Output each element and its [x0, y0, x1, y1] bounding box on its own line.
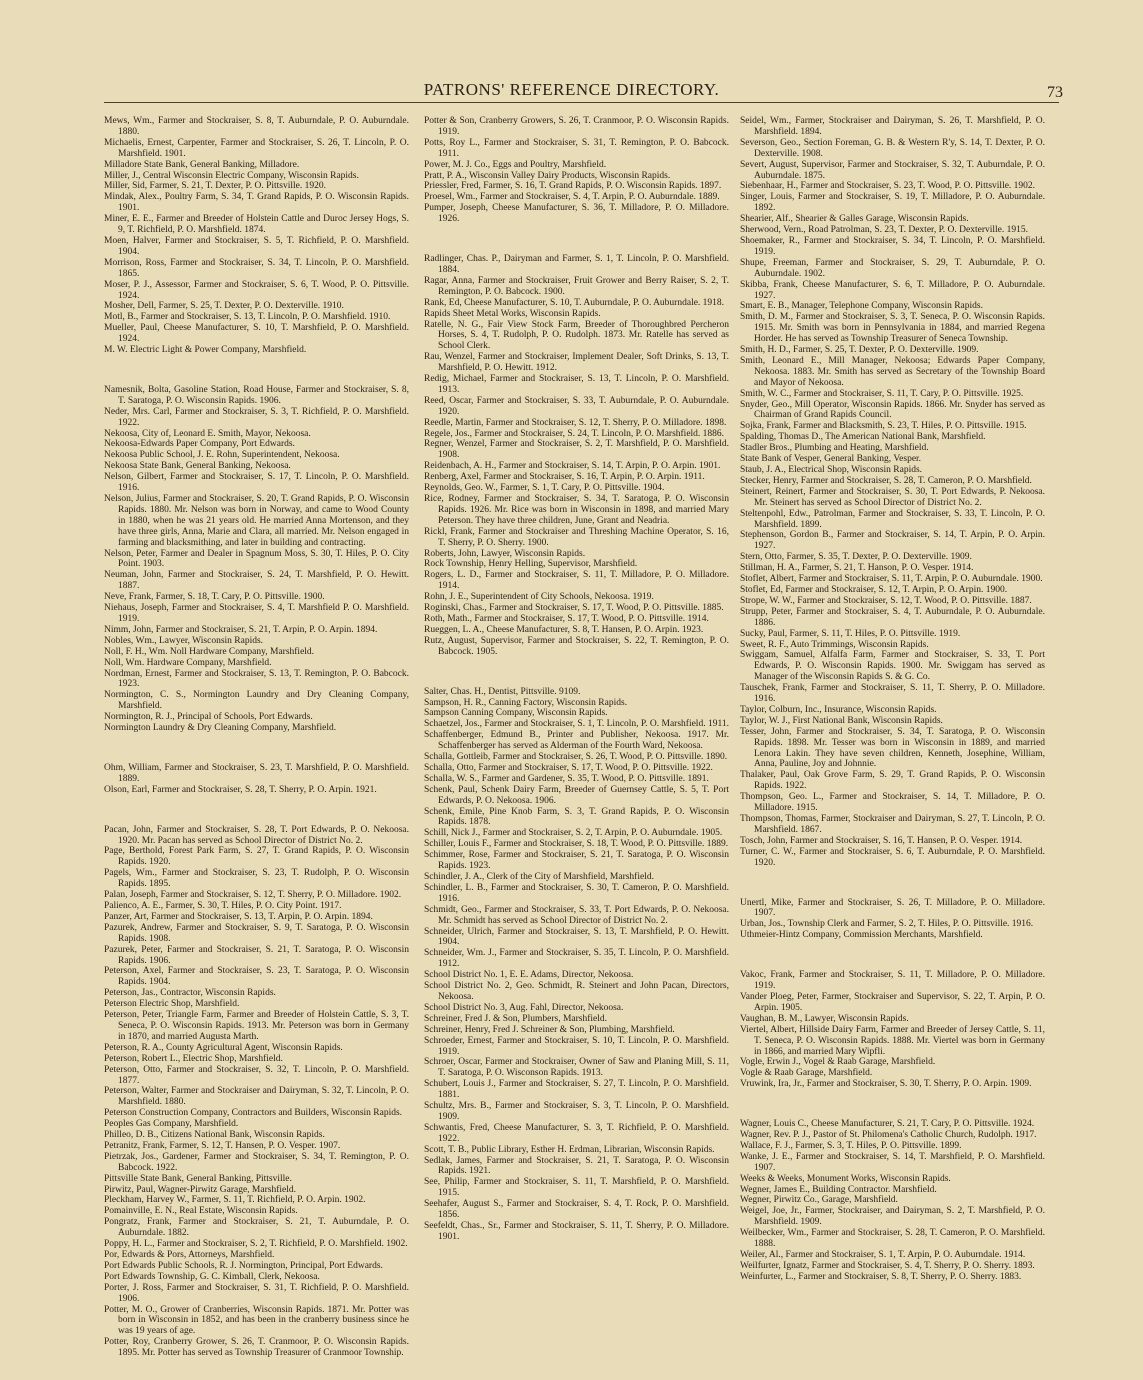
- directory-entry: Steinert, Reinert, Farmer and Stockraiser, S. 30, T. Port Edwards, P. Nekoosa. Mr. Steinert has served as School Director of District No. 2.: [740, 486, 1045, 508]
- directory-entry: Smart, E. B., Manager, Telephone Company, Wisconsin Rapids.: [740, 301, 983, 312]
- directory-entry: Wanke, J. E., Farmer and Stockraiser, S. 14, T. Marshfield, P. O. Marshfield. 1907.: [740, 1151, 1045, 1173]
- directory-entry: Miner, E. E., Farmer and Breeder of Holstein Cattle and Duroc Jersey Hogs, S. 9, T. Richfield, P. O. Marshfield. 1874.: [104, 214, 409, 236]
- directory-entry: Rau, Wenzel, Farmer and Stockraiser, Implement Dealer, Soft Drinks, S. 13, T. Marshfield, P. O. Hewitt. 1912.: [424, 352, 729, 374]
- directory-entry: Skibba, Frank, Cheese Manufacturer, S. 6, T. Milladore, P. O. Auburndale. 1927.: [740, 279, 1045, 301]
- directory-entry: Weigel, Joe, Jr., Farmer, Stockraiser, and Dairyman, S. 2, T. Marshfield, P. O. Marshfield. 1909.: [740, 1206, 1045, 1228]
- directory-entry: Viertel, Albert, Hillside Dairy Farm, Farmer and Breeder of Jersey Cattle, S. 11, T. Seneca, P. O. Wisconsin Rapids. 1888. Mr. Viertel was born in Germany in 1866, and married Mary Wipfli.: [740, 1024, 1045, 1057]
- directory-entry: Peoples Gas Company, Marshfield.: [104, 1119, 239, 1130]
- directory-entry: Schalla, Gottleib, Farmer and Stockraiser, S. 26, T. Wood, P. O. Pittsville. 1890.: [424, 752, 728, 763]
- directory-entry: Noll, F. H., Wm. Noll Hardware Company, Marshfield.: [104, 646, 315, 657]
- directory-entry: Stecker, Henry, Farmer and Stockraiser, S. 28, T. Cameron, P. O. Marshfield.: [740, 475, 1032, 486]
- directory-entry: Snyder, Geo., Mill Operator, Wisconsin Rapids. 1866. Mr. Snyder has served as Chairman of Grand Rapids Council.: [740, 399, 1045, 421]
- directory-entry: Reidenbach, A. H., Farmer and Stockraiser, S. 14, T. Arpin, P. O. Arpin. 1901.: [424, 461, 721, 472]
- directory-entry: Stadler Bros., Plumbing and Heating, Marshfield.: [740, 443, 929, 454]
- directory-entry: Niehaus, Joseph, Farmer and Stockraiser, S. 4, T. Marshfield P. O. Marshfield. 1919.: [104, 603, 409, 624]
- directory-entry: Redig, Michael, Farmer and Stockraiser, S. 13, T. Lincoln, P. O. Marshfield. 1913.: [424, 374, 729, 395]
- directory-entry: Peterson Construction Company, Contractors and Builders, Wisconsin Rapids.: [104, 1108, 403, 1119]
- directory-entry: Schultz, Mrs. B., Farmer and Stockraiser, S. 3, T. Lincoln, P. O. Marshfield. 1909.: [424, 1101, 729, 1122]
- section-gap: [104, 743, 409, 753]
- directory-entry: Milladore State Bank, General Banking, Milladore.: [104, 159, 300, 170]
- directory-entry: Sherwood, Vern., Road Patrolman, S. 23, T. Dexter, P. O. Dexterville. 1915.: [740, 225, 1029, 236]
- directory-entry: Nekoosa Public School, J. E. Rohn, Superintendent, Nekoosa.: [104, 450, 340, 461]
- directory-entry: Rutz, August, Supervisor, Farmer and Stockraiser, S. 22, T. Remington, P. O. Babcock. 1905.: [424, 635, 729, 657]
- directory-entry: School District No. 2, Geo. Schmidt, R. Steinert and John Pacan, Directors, Nekoosa.: [424, 981, 729, 1002]
- directory-entry: Shoemaker, R., Farmer and Stockraiser, S. 34, T. Lincoln, P. O. Marshfield. 1919.: [740, 235, 1045, 257]
- section-gap: [104, 805, 409, 815]
- directory-entry: Rice, Rodney, Farmer and Stockraiser, S. 34, T. Saratoga, P. O. Wisconsin Rapids. 1926. Mr. Rice was born in Wisconsin in 1898, and married Mary Peterson. They have three children, June, Grant and Neadria.: [424, 494, 729, 526]
- directory-entry: Schalla, Otto, Farmer and Stockraiser, S. 17, T. Wood, P. O. Pittsville. 1922.: [424, 762, 713, 773]
- directory-entry: Sojka, Frank, Farmer and Blacksmith, S. 23, T. Hiles, P. O. Pittsville. 1915.: [740, 421, 1027, 432]
- directory-entry: Turner, C. W., Farmer and Stockraiser, S. 6, T. Auburndale, P. O. Marshfield. 1920.: [740, 846, 1045, 868]
- directory-entry: Unertl, Mike, Farmer and Stockraiser, S. 26, T. Milladore, P. O. Milladore. 1907.: [740, 897, 1045, 919]
- directory-entry: Schimmer, Rose, Farmer and Stockraiser, S. 21, T. Saratoga, P. O. Wisconsin Rapids. 1923.: [424, 850, 729, 872]
- directory-entry: Schneider, Wm. J., Farmer and Stockraiser, S. 35, T. Lincoln, P. O. Marshfield. 1912.: [424, 948, 729, 970]
- directory-entry: Reedle, Martin, Farmer and Stockraiser, S. 12, T. Sherry, P. O. Milladore. 1898.: [424, 417, 727, 428]
- directory-entry: Noll, Wm. Hardware Company, Marshfield.: [104, 657, 272, 668]
- page-number: 73: [1047, 84, 1063, 101]
- directory-entry: Morrison, Ross, Farmer and Stockraiser, S. 34, T. Lincoln, P. O. Marshfield. 1865.: [104, 257, 409, 279]
- directory-entry: M. W. Electric Light & Power Company, Marshfield.: [104, 345, 307, 356]
- directory-entry: Pleckham, Harvey W., Farmer, S. 11, T. Richfield, P. O. Arpin. 1902.: [104, 1195, 366, 1206]
- directory-entry: Weinfurter, L., Farmer and Stockraiser, S. 8, T. Sherry, P. O. Sherry. 1883.: [740, 1271, 1022, 1282]
- directory-entry: Swiggam, Samuel, Alfalfa Farm, Farmer and Stockraiser, S. 33, T. Port Edwards, P. O. Wisconsin Rapids. 1900. Mr. Swiggam has served as Manager of the Wisconsin Rapids S. & G. Co.: [740, 650, 1045, 683]
- directory-entry: Taylor, Colburn, Inc., Insurance, Wisconsin Rapids.: [740, 704, 937, 715]
- directory-entry: Peterson, Otto, Farmer and Stockraiser, S. 32, T. Lincoln, P. O. Marshfield. 1877.: [104, 1064, 409, 1086]
- directory-entry: Pittsville State Bank, General Banking, Pittsville.: [104, 1173, 292, 1184]
- directory-entry: Stephenson, Gordon B., Farmer and Stockraiser, S. 14, T. Arpin, P. O. Arpin. 1927.: [740, 530, 1045, 552]
- directory-entry: Michaelis, Ernest, Carpenter, Farmer and Stockraiser, S. 26, T. Lincoln, P. O. Marshfield. 1901.: [104, 137, 409, 159]
- directory-entry: Spalding, Thomas D., The American National Bank, Marshfield.: [740, 432, 986, 443]
- directory-entry: Seidel, Wm., Farmer, Stockraiser and Dairyman, S. 26, T. Marshfield, P. O. Marshfield. 1894.: [740, 116, 1045, 137]
- directory-entry: Neve, Frank, Farmer, S. 18, T. Cary, P. O. Pittsville. 1900.: [104, 592, 325, 603]
- page-header: [0, 80, 1143, 108]
- directory-entry: Schenk, Paul, Schenk Dairy Farm, Breeder of Guernsey Cattle, S. 5, T. Port Edwards, P. O. Nekoosa. 1906.: [424, 784, 729, 806]
- directory-entry: Palienco, A. E., Farmer, S. 30, T. Hiles, P. O. City Point. 1917.: [104, 901, 342, 911]
- directory-entry: Potter, Roy, Cranberry Grower, S. 26, T. Cranmoor, P. O. Wisconsin Rapids. 1895. Mr. Potter has served as Township Treasurer of Cranmoor Township.: [104, 1337, 409, 1359]
- directory-entry: Nelson, Julius, Farmer and Stockraiser, S. 20, T. Grand Rapids, P. O. Wisconsin Rapids. 1880. Mr. Nelson was born in Norway, and came to Wood County in 1880, when he was 21 years old. He married Anna Mortenson, and they have three girls, Anna, Marie and Clara, all married. Mr. Nelson engaged in farming and blacksmithing, and later in building and contracting.: [104, 494, 409, 548]
- directory-entry: Wagner, Rev. P. J., Pastor of St. Philomena's Catholic Church, Rudolph. 1917.: [740, 1130, 1037, 1141]
- section-gap: [424, 235, 729, 245]
- directory-entry: Scott, T. B., Public Library, Esther H. Erdman, Librarian, Wisconsin Rapids.: [424, 1144, 715, 1155]
- column-3: [740, 116, 1045, 1286]
- directory-entry: Schneider, Ulrich, Farmer and Stockraiser, S. 13, T. Marshfield, P. O. Hewitt. 1904.: [424, 926, 729, 948]
- directory-entry: Wallace, F. J., Farmer, S. 3, T. Hiles, P. O. Pittsville. 1899.: [740, 1140, 962, 1151]
- directory-entry: Stillman, H. A., Farmer, S. 21, T. Hanson, P. O. Vesper. 1914.: [740, 563, 974, 574]
- directory-entry: Urban, Jos., Township Clerk and Farmer, S. 2, T. Hiles, P. O. Pittsville. 1916.: [740, 919, 1034, 930]
- directory-entry: Stoflet, Ed, Farmer and Stockraiser, S. 12, T. Arpin, P. O. Arpin. 1900.: [740, 584, 1008, 595]
- directory-entry: Moen, Halver, Farmer and Stockraiser, S. 5, T. Richfield, P. O. Marshfield. 1904.: [104, 235, 409, 257]
- directory-entry: Schreiner, Henry, Fred J. Schreiner & Son, Plumbing, Marshfield.: [424, 1024, 675, 1035]
- directory-entry: Motl, B., Farmer and Stockraiser, S. 13, T. Lincoln, P. O. Marshfield. 1910.: [104, 312, 391, 323]
- directory-entry: Stoflet, Albert, Farmer and Stockraiser, S. 11, T. Arpin, P. O. Auburndale. 1900.: [740, 574, 1043, 585]
- directory-entry: Wegner, Pirwitz Co., Garage, Marshfield.: [740, 1195, 898, 1206]
- directory-entry: Panzer, Art, Farmer and Stockraiser, S. 13, T. Arpin, P. O. Arpin. 1894.: [104, 911, 373, 922]
- directory-entry: Strope, W. W., Farmer and Stockraiser, S. 12, T. Wood, P. O. Pittsville. 1887.: [740, 595, 1032, 606]
- directory-entry: Reed, Oscar, Farmer and Stockraiser, S. 33, T. Auburndale, P. O. Auburndale. 1920.: [424, 395, 729, 417]
- directory-entry: Thompson, Thomas, Farmer, Stockraiser and Dairyman, S. 27, T. Lincoln, P. O. Marshfield. 1867.: [740, 814, 1045, 835]
- directory-entry: School District No. 1, E. E. Adams, Director, Nekoosa.: [424, 970, 634, 981]
- directory-entry: Singer, Louis, Farmer and Stockraiser, S. 19, T. Milladore, P. O. Auburndale. 1892.: [740, 192, 1045, 214]
- directory-entry: Regele, Jos., Farmer and Stockraiser, S. 24, T. Lincoln, P. O. Marshfield. 1886.: [424, 428, 725, 439]
- directory-entry: Shearier, Alf., Shearier & Galles Garage, Wisconsin Rapids.: [740, 214, 969, 225]
- directory-entry: Pumper, Joseph, Cheese Manufacturer, S. 36, T. Milladore, P. O. Milladore. 1926.: [424, 203, 729, 225]
- directory-entry: Philleo, D. B., Citizens National Bank, Wisconsin Rapids.: [104, 1130, 325, 1141]
- directory-entry: Sampson Canning Company, Wisconsin Rapids.: [424, 708, 608, 719]
- directory-entry: Renberg, Axel, Farmer and Stockraiser, S. 16, T. Arpin, P. O. Arpin. 1911.: [424, 472, 705, 483]
- directory-entry: Shupe, Freeman, Farmer and Stockraiser, S. 29, T. Auburndale, P. O. Auburndale. 1902.: [740, 257, 1045, 279]
- directory-entry: Strupp, Peter, Farmer and Stockraiser, S. 4, T. Auburndale, P. O. Auburndale. 1886.: [740, 606, 1045, 628]
- directory-entry: Weiler, Al., Farmer and Stockraiser, S. 1, T. Arpin, P. O. Auburndale. 1914.: [740, 1250, 1026, 1260]
- directory-entry: Regner, Wenzel, Farmer and Stockraiser, S. 2, T. Marshfield, P. O. Marshfield. 1908.: [424, 439, 729, 461]
- directory-entry: Moser, P. J., Assessor, Farmer and Stockraiser, S. 6, T. Wood, P. O. Pittsville. 1924.: [104, 279, 409, 301]
- directory-entry: Weilfurter, Ignatz, Farmer and Stockraiser, S. 4, T. Sherry, P. O. Sherry. 1893.: [740, 1260, 1035, 1271]
- directory-entry: Mosher, Dell, Farmer, S. 25, T. Dexter, P. O. Dexterville. 1910.: [104, 301, 344, 312]
- directory-entry: Vander Ploeg, Peter, Farmer, Stockraiser and Supervisor, S. 22, T. Arpin, P. O. Arpin. 1905.: [740, 991, 1045, 1013]
- directory-entry: Mueller, Paul, Cheese Manufacturer, S. 10, T. Marshfield, P. O. Marshfield. 1924.: [104, 323, 409, 345]
- directory-entry: Poppy, H. L., Farmer and Stockraiser, S. 2, T. Richfield, P. O. Marshfield. 1902.: [104, 1239, 408, 1250]
- directory-entry: Schroer, Oscar, Farmer and Stockraiser, Owner of Saw and Planing Mill, S. 11, T. Saratoga, P. O. Wisconson Rapids. 1913.: [424, 1057, 729, 1079]
- directory-entry: Rickl, Frank, Farmer and Stockraiser and Threshing Machine Operator, S. 16, T. Sherry, P. O. Sherry. 1900.: [424, 526, 729, 548]
- directory-entry: Schubert, Louis J., Farmer and Stockraiser, S. 27, T. Lincoln, P. O. Marshfield. 1881.: [424, 1079, 729, 1101]
- directory-entry: Schiller, Louis F., Farmer and Stockraiser, S. 18, T. Wood, P. O. Pittsville. 1889.: [424, 839, 729, 850]
- directory-entry: Peterson, Axel, Farmer and Stockraiser, S. 23, T. Saratoga, P. O. Wisconsin Rapids. 1904.: [104, 966, 409, 988]
- directory-entry: Schill, Nick J., Farmer and Stockraiser, S. 2, T. Arpin, P. O. Auburndale. 1905.: [424, 828, 723, 839]
- directory-entry: Siebenhaar, H., Farmer and Stockraiser, S. 23, T. Wood, P. O. Pittsville. 1902.: [740, 181, 1036, 192]
- directory-entry: Vogle, Erwin J., Vogel & Raab Garage, Marshfield.: [740, 1057, 936, 1068]
- directory-entry: See, Philip, Farmer and Stockraiser, S. 11, T. Marshfield, P. O. Marshfield. 1915.: [424, 1177, 729, 1199]
- directory-entry: Pacan, John, Farmer and Stockraiser, S. 28, T. Port Edwards, P. O. Nekoosa. 1920. Mr. Pacan has served as School Director of District No. 2.: [104, 824, 409, 846]
- directory-entry: Vaughan, B. M., Lawyer, Wisconsin Rapids.: [740, 1013, 909, 1024]
- directory-entry: Normington Laundry & Dry Cleaning Company, Marshfield.: [104, 723, 337, 734]
- directory-entry: Peterson, R. A., County Agricultural Agent, Wisconsin Rapids.: [104, 1042, 343, 1053]
- directory-entry: Port Edwards Township, G. C. Kimball, Clerk, Nekoosa.: [104, 1271, 320, 1282]
- section-gap: [740, 1100, 1045, 1110]
- directory-entry: Port Edwards Public Schools, R. J. Normington, Principal, Port Edwards.: [104, 1260, 383, 1271]
- directory-entry: Smith, W. C., Farmer and Stockraiser, S. 11, T. Cary, P. O. Pittsville. 1925.: [740, 388, 1024, 399]
- directory-entry: Reynolds, Geo. W., Farmer, S. 1, T. Cary, P. O. Pittsville. 1904.: [424, 483, 665, 494]
- directory-entry: Nobles, Wm., Lawyer, Wisconsin Rapids.: [104, 635, 264, 646]
- directory-entry: Ragar, Anna, Farmer and Stockraiser, Fruit Grower and Berry Raiser, S. 2, T. Remington, P. O. Babcock. 1900.: [424, 275, 729, 297]
- directory-entry: Steltenpohl, Edw., Patrolman, Farmer and Stockraiser, S. 33, T. Lincoln, P. O. Marshfield. 1899.: [740, 508, 1045, 530]
- directory-entry: Salter, Chas. H., Dentist, Pittsville. 9109.: [424, 686, 581, 697]
- section-gap: [424, 667, 729, 677]
- directory-entry: Peterson, Robert L., Electric Shop, Marshfield.: [104, 1053, 283, 1064]
- directory-entry: Pazurek, Andrew, Farmer and Stockraiser, S. 9, T. Saratoga, P. O. Wisconsin Rapids. 1908.: [104, 922, 409, 944]
- directory-entry: Nelson, Peter, Farmer and Dealer in Spagnum Moss, S. 30, T. Hiles, P. O. City Point. 1903.: [104, 548, 409, 570]
- directory-entry: Peterson, Peter, Triangle Farm, Farmer and Breeder of Holstein Cattle, S. 3, T. Seneca, P. O. Wisconsin Rapids. 1913. Mr. Peterson was born in Germany in 1870, and married Augusta Marth.: [104, 1010, 409, 1042]
- directory-entry: Schaffenberger, Edmund B., Printer and Publisher, Nekoosa. 1917. Mr. Schaffenberger has served as Alderman of the Fourth Ward, Nekoosa.: [424, 730, 729, 752]
- directory-entry: Nordman, Ernest, Farmer and Stockraiser, S. 13, T. Remington, P. O. Babcock. 1923.: [104, 668, 409, 690]
- directory-entry: Schaetzel, Jos., Farmer and Stockraiser, S. 1, T. Lincoln, P. O. Marshfield. 1911.: [424, 719, 729, 730]
- directory-entry: Ohm, William, Farmer and Stockraiser, S. 23, T. Marshfield, P. O. Marshfield. 1889.: [104, 762, 409, 784]
- directory-entry: Palan, Joseph, Farmer and Stockraiser, S. 12, T. Sherry, P. O. Milladore. 1902.: [104, 890, 402, 901]
- directory-entry: Porter, J. Ross, Farmer and Stockraiser, S. 31, T. Richfield, P. O. Marshfield. 1906.: [104, 1282, 409, 1304]
- directory-entry: Stern, Otto, Farmer, S. 35, T. Dexter, P. O. Dexterville. 1909.: [740, 552, 972, 563]
- directory-entry: Peterson Electric Shop, Marshfield.: [104, 999, 240, 1010]
- directory-entry: Olson, Earl, Farmer and Stockraiser, S. 28, T. Sherry, P. O. Arpin. 1921.: [104, 784, 377, 795]
- directory-entry: Page, Berthold, Forest Park Farm, S. 27, T. Grand Rapids, P. O. Wisconsin Rapids. 1920.: [104, 846, 409, 868]
- column-2: [424, 116, 729, 1286]
- directory-entry: Schindler, L. B., Farmer and Stockraiser, S. 30, T. Cameron, P. O. Marshfield. 1916.: [424, 882, 729, 904]
- directory-entry: Smith, Leonard E., Mill Manager, Nekoosa; Edwards Paper Company, Nekoosa. 1883. Mr. Smith has served as Secretary of the Township Board and Mayor of Nekoosa.: [740, 355, 1045, 388]
- directory-entry: Pietrzak, Jos., Gardener, Farmer and Stockraiser, S. 34, T. Remington, P. O. Babcock. 1922.: [104, 1151, 409, 1173]
- directory-entry: Rank, Ed, Cheese Manufacturer, S. 10, T. Auburndale, P. O. Auburndale. 1918.: [424, 297, 725, 308]
- directory-entry: Wagner, Louis C., Cheese Manufacturer, S. 21, T. Cary, P. O. Pittsville. 1924.: [740, 1119, 1035, 1130]
- directory-entry: Peterson, Jas., Contractor, Wisconsin Rapids.: [104, 988, 276, 999]
- directory-entry: Roginski, Chas., Farmer and Stockraiser, S. 17, T. Wood, P. O. Pittsville. 1885.: [424, 603, 724, 614]
- directory-entry: Ratelle, N. G., Fair View Stock Farm, Breeder of Thoroughbred Percheron Horses, S. 4, T. Rudolph, P. O. Rudolph. 1873. Mr. Ratelle has served as School Clerk.: [424, 319, 729, 352]
- directory-entry: Severson, Geo., Section Foreman, G. B. & Western R'y, S. 14, T. Dexter, P. O. Dexterville. 1908.: [740, 137, 1045, 159]
- directory-entry: Potts, Roy L., Farmer and Stockraiser, S. 31, T. Remington, P. O. Babcock. 1911.: [424, 137, 729, 159]
- directory-entry: Vruwink, Ira, Jr., Farmer and Stockraiser, S. 30, T. Sherry, P. O. Arpin. 1909.: [740, 1079, 1032, 1090]
- directory-entry: Nekoosa State Bank, General Banking, Nekoosa.: [104, 461, 291, 472]
- directory-entry: Smith, H. D., Farmer, S. 25, T. Dexter, P. O. Dexterville. 1909.: [740, 345, 979, 356]
- directory-entry: Nimm, John, Farmer and Stockraiser, S. 21, T. Arpin, P. O. Arpin. 1894.: [104, 624, 378, 635]
- directory-entry: Uthmeier-Hintz Company, Commission Merchants, Marshfield.: [740, 930, 983, 941]
- directory-entry: Petranitz, Frank, Farmer, S. 12, T. Hansen, P. O. Vesper. 1907.: [104, 1140, 341, 1151]
- directory-entry: Thompson, Geo. L., Farmer and Stockraiser, S. 14, T. Milladore, P. O. Milladore. 1915.: [740, 792, 1045, 814]
- directory-entry: Peterson, Walter, Farmer and Stockraiser and Dairyman, S. 32, T. Lincoln, P. O. Marshfield. 1880.: [104, 1086, 409, 1108]
- directory-entry: Vogle & Raab Garage, Marshfield.: [740, 1068, 873, 1079]
- directory-entry: Staub, J. A., Electrical Shop, Wisconsin Rapids.: [740, 465, 923, 475]
- section-gap: [104, 365, 409, 375]
- directory-entry: Schalla, W. S., Farmer and Gardener, S. 35, T. Wood, P. O. Pittsville. 1891.: [424, 773, 709, 784]
- directory-entry: State Bank of Vesper, General Banking, Vesper.: [740, 454, 922, 465]
- directory-entry: Mews, Wm., Farmer and Stockraiser, S. 8, T. Auburndale, P. O. Auburndale. 1880.: [104, 116, 409, 137]
- directory-entry: Sweet, R. F., Auto Trimmings, Wisconsin Rapids.: [740, 639, 929, 650]
- directory-entry: Seefeldt, Chas., Sr., Farmer and Stockraiser, S. 11, T. Sherry, P. O. Milladore. 1901.: [424, 1221, 729, 1242]
- directory-entry: Nelson, Gilbert, Farmer and Stockraiser, S. 17, T. Lincoln, P. O. Marshfield. 1916.: [104, 472, 409, 494]
- directory-entry: Nekoosa-Edwards Paper Company, Port Edwards.: [104, 439, 295, 450]
- directory-entry: Neder, Mrs. Carl, Farmer and Stockraiser, S. 3, T. Richfield, P. O. Marshfield. 1922.: [104, 406, 409, 428]
- directory-entry: Power, M. J. Co., Eggs and Poultry, Marshfield.: [424, 159, 607, 170]
- directory-entry: Rueggen, L. A., Cheese Manufacturer, S. 8, T. Hansen, P. O. Arpin. 1923.: [424, 624, 704, 635]
- column-1: [104, 116, 409, 1359]
- directory-entry: Sucky, Paul, Farmer, S. 11, T. Hiles, P. O. Pittsville. 1919.: [740, 628, 961, 639]
- directory-entry: Schindler, J. A., Clerk of the City of Marshfield, Marshfield.: [424, 872, 654, 882]
- section-gap: [740, 878, 1045, 888]
- directory-entry: Schreiner, Fred J. & Son, Plumbers, Marshfield.: [424, 1013, 608, 1024]
- directory-entry: Wegner, James E., Building Contractor. Marshfield.: [740, 1184, 937, 1195]
- directory-entry: Thalaker, Paul, Oak Grove Farm, S. 29, T. Grand Rapids, P. O. Wisconsin Rapids. 1922.: [740, 770, 1045, 792]
- directory-entry: Schenk, Emile, Pine Knob Farm, S. 3, T. Grand Rapids, P. O. Wisconsin Rapids. 1878.: [424, 806, 729, 828]
- directory-entry: Smith, D. M., Farmer and Stockraiser, S. 3, T. Seneca, P. O. Wisconsin Rapids. 1915. Mr. Smith was born in Pennsylvania in 1884, and married Regena Horder. He has served as Township Treasurer of Seneca Township.: [740, 312, 1045, 345]
- directory-entry: Nekoosa, City of, Leonard E. Smith, Mayor, Nekoosa.: [104, 428, 311, 439]
- page-title: PATRONS' REFERENCE DIRECTORY.: [423, 80, 720, 99]
- directory-entry: Roberts, John, Lawyer, Wisconsin Rapids.: [424, 548, 586, 559]
- directory-entry: Pazurek, Peter, Farmer and Stockraiser, S. 21, T. Saratoga, P. O. Wisconsin Rapids. 1906.: [104, 944, 409, 966]
- directory-entry: Namesnik, Bolta, Gasoline Station, Road House, Farmer and Stockraiser, S. 8, T. Saratoga, P. O. Wisconsin Rapids. 1906.: [104, 384, 409, 406]
- header-rule: [104, 102, 1059, 103]
- directory-entry: Pagels, Wm., Farmer and Stockraiser, S. 23, T. Rudolph, P. O. Wisconsin Rapids. 1895.: [104, 868, 409, 890]
- directory-entry: Rohn, J. E., Superintendent of City Schools, Nekoosa. 1919.: [424, 592, 654, 603]
- directory-entry: Roth, Math., Farmer and Stockraiser, S. 17, T. Wood, P. O. Pittsville. 1914.: [424, 613, 709, 624]
- directory-entry: Rapids Sheet Metal Works, Wisconsin Rapids.: [424, 308, 601, 319]
- directory-entry: Schroeder, Ernest, Farmer and Stockraiser, S. 10, T. Lincoln, P. O. Marshfield. 1919.: [424, 1035, 729, 1057]
- directory-entry: Sedlak, James, Farmer and Stockraiser, S. 21, T. Saratoga, P. O. Wisconsin Rapids. 1921.: [424, 1155, 729, 1177]
- directory-entry: Radlinger, Chas. P., Dairyman and Farmer, S. 1, T. Lincoln, P. O. Marshfield. 1884.: [424, 254, 729, 275]
- directory-entry: Sampson, H. R., Canning Factory, Wisconsin Rapids.: [424, 697, 628, 708]
- directory-entry: School District No. 3, Aug. Fahl, Director, Nekoosa.: [424, 1002, 624, 1013]
- directory-entry: Weilbecker, Wm., Farmer and Stockraiser, S. 28, T. Cameron, P. O. Marshfield. 1888.: [740, 1228, 1045, 1250]
- directory-entry: Vakoc, Frank, Farmer and Stockraiser, S. 11, T. Milladore, P. O. Milladore. 1919.: [740, 970, 1045, 992]
- directory-entry: Tauschek, Frank, Farmer and Stockraiser, S. 11, T. Sherry, P. O. Milladore. 1916.: [740, 683, 1045, 705]
- directory-entry: Normington, R. J., Principal of Schools, Port Edwards.: [104, 712, 313, 723]
- directory-entry: Miller, J., Central Wisconsin Electric Company, Wisconsin Rapids.: [104, 170, 359, 181]
- directory-entry: Schwantis, Fred, Cheese Manufacturer, S. 3, T. Richfield, P. O. Marshfield. 1922.: [424, 1122, 729, 1144]
- directory-entry: Pomainville, E. N., Real Estate, Wisconsin Rapids.: [104, 1206, 298, 1217]
- directory-entry: Por, Edwards & Pors, Attorneys, Marshfield.: [104, 1250, 275, 1260]
- directory-entry: Neuman, John, Farmer and Stockraiser, S. 24, T. Marshfield, P. O. Hewitt. 1887.: [104, 570, 409, 592]
- directory-entry: Tesser, John, Farmer and Stockraiser, S. 34, T. Saratoga, P. O. Wisconsin Rapids. 1898. Mr. Tesser was born in Wisconsin in 1889, and married Lenora Lakin. They have seven children, Kenneth, Josephine, William, Anna, Pauline, Joy and Johnnie.: [740, 726, 1045, 770]
- directory-entry: Pratt, P. A., Wisconsin Valley Dairy Products, Wisconsin Rapids.: [424, 170, 671, 181]
- directory-entry: Mindak, Alex., Poultry Farm, S. 34, T. Grand Rapids, P. O. Wisconsin Rapids. 1901.: [104, 192, 409, 214]
- directory-entry: Rock Township, Henry Helling, Supervisor, Marshfield.: [424, 559, 638, 570]
- directory-entry: Seehafer, August S., Farmer and Stockraiser, S. 4, T. Rock, P. O. Marshfield. 1856.: [424, 1199, 729, 1221]
- directory-entry: Weeks & Weeks, Monument Works, Wisconsin Rapids.: [740, 1173, 951, 1184]
- directory-entry: Proesel, Wm., Farmer and Stockraiser, S. 4, T. Arpin, P. O. Auburndale. 1889.: [424, 192, 720, 203]
- directory-entry: Rogers, L. D., Farmer and Stockraiser, S. 11, T. Milladore, P. O. Milladore. 1914.: [424, 570, 729, 592]
- directory-entry: Pirwitz, Paul, Wagner-Pirwitz Garage, Marshfield.: [104, 1184, 296, 1195]
- directory-entry: Severt, August, Supervisor, Farmer and Stockraiser, S. 32, T. Auburndale, P. O. Auburndale. 1875.: [740, 159, 1045, 181]
- directory-entry: Tosch, John, Farmer and Stockraiser, S. 16, T. Hansen, P. O. Vesper. 1914.: [740, 835, 1023, 846]
- directory-entry: Priessler, Fred, Farmer, S. 16, T. Grand Rapids, P. O. Wisconsin Rapids. 1897.: [424, 181, 722, 192]
- directory-entry: Pongratz, Frank, Farmer and Stockraiser, S. 21, T. Auburndale, P. O. Auburndale. 1882.: [104, 1217, 409, 1239]
- section-gap: [740, 951, 1045, 961]
- directory-entry: Miller, Sid, Farmer, S. 21, T. Dexter, P. O. Pittsville. 1920.: [104, 181, 327, 192]
- directory-entry: Schmidt, Geo., Farmer and Stockraiser, S. 33, T. Port Edwards, P. O. Nekoosa. Mr. Schmidt has served as School Director of District No. 2.: [424, 904, 729, 926]
- directory-entry: Taylor, W. J., First National Bank, Wisconsin Rapids.: [740, 715, 943, 726]
- directory-entry: Potter, M. O., Grower of Cranberries, Wisconsin Rapids. 1871. Mr. Potter was born in Wisconsin in 1852, and has been in the cranberry business since he was 19 years of age.: [104, 1304, 409, 1337]
- directory-entry: Potter & Son, Cranberry Growers, S. 26, T. Cranmoor, P. O. Wisconsin Rapids. 1919.: [424, 116, 729, 137]
- directory-entry: Normington, C. S., Normington Laundry and Dry Cleaning Company, Marshfield.: [104, 690, 409, 712]
